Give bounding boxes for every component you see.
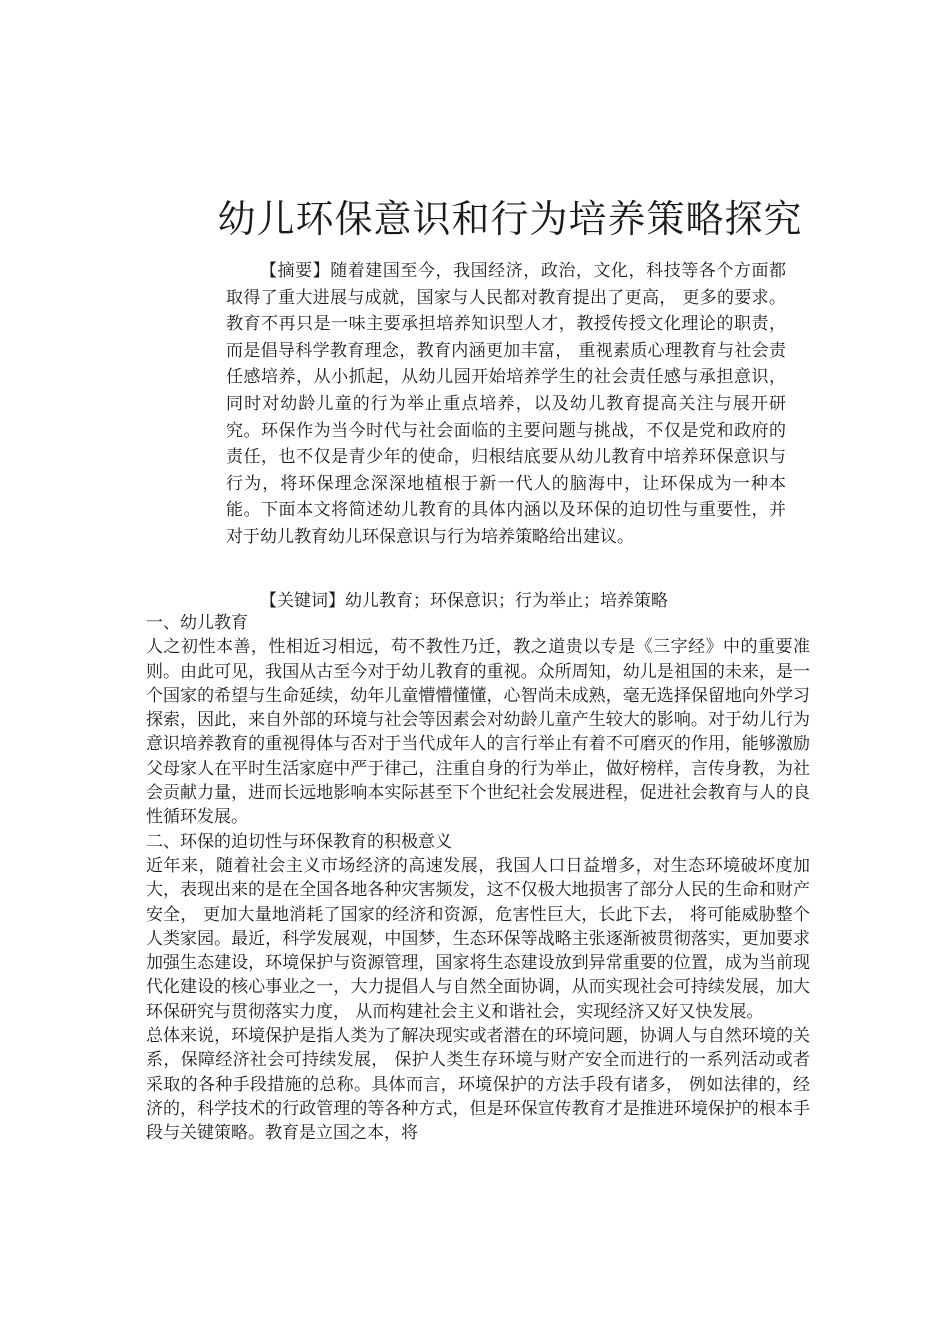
abstract-paragraph: 【摘要】随着建国至今，我国经济，政治，文化，科技等各个方面都取得了重大进展与成就，国家与人民都对教育提出了更高， 更多的要求。教育不再只是一味主要承担培养知识型人才，教授传授文化理论的职责，而是倡导科学教育理念，教育内涵更加丰富， 重视素质心理教育与社会责任感培养，从小抓起，从幼儿园开始培养学生的社会责任感与承担意识，同时对幼龄儿童的行为举止重点培养，以及幼儿教育提高关注与展开研究。环保作为当今时代与社会面临的主要问题与挑战，不仅是党和政府的责任，也不仅是青少年的使命，归根结底要从幼儿教育中培养环保意识与行为，将环保理念深深地植根于新一代人的脑海中，让环保成为一种本能。下面本文将简述幼儿教育的具体内涵以及环保的迫切性与重要性，并对于幼儿教育幼儿环保意识与行为培养策略给出建议。 [226, 261, 786, 547]
keywords-line: 【关键词】幼儿教育；环保意识；行为举止；培养策略 [260, 591, 668, 611]
document-title: 幼儿环保意识和行为培养策略探究 [217, 197, 803, 241]
section2-paragraph-2: 总体来说，环境保护是指人类为了解决现实或者潜在的环境问题，协调人与自然环境的关系，保障经济社会可持续发展， 保护人类生存环境与财产安全而进行的一系列活动或者采取的各种手段措施的总称。具体而言，环境保护的方法手段有诸多， 例如法律的，经济的，科学技术的行政管理的等各种方式，但是环保宣传教育才是推进环境保护的根本手段与关键策略。教育是立国之本，将 [146, 1026, 810, 1144]
section2-paragraph-1: 近年来，随着社会主义市场经济的高速发展，我国人口日益增多，对生态环境破坏度加大，表现出来的是在全国各地各种灾害频发，这不仅极大地损害了部分人民的生命和财产安全， 更加大量地消耗了国家的经济和资源，危害性巨大，长此下去， 将可能威胁整个人类家园。最近，科学发展观，中国梦，生态环保等战略主张逐渐被贯彻落实，更加要求加强生态建设，环境保护与资源管理，国家将生态建设放到异常重要的位置，成为当前现代化建设的核心事业之一，大力提倡人与自然全面协调，从而实现社会可持续发展，加大环保研究与贯彻落实力度， 从而构建社会主义和谐社会，实现经济又好又快发展。 [146, 855, 810, 1022]
section1-heading: 一、幼儿教育 [146, 613, 248, 633]
section1-paragraph: 人之初性本善，性相近习相远，苟不教性乃迁，教之道贵以专是《三字经》中的重要准则。由此可见，我国从古至今对于幼儿教育的重视。众所周知，幼儿是祖国的未来，是一个国家的希望与生命延续，幼年儿童懵懵懂懂，心智尚未成熟，毫无选择保留地向外学习探索，因此，来自外部的环境与社会等因素会对幼龄儿童产生较大的影响。对于幼儿行为意识培养教育的重视得体与否对于当代成年人的言行举止有着不可磨灭的作用，能够激励父母家人在平时生活家庭中严于律己，注重自身的行为举止，做好榜样，言传身教，为社会贡献力量，进而长远地影响本实际甚至下个世纪社会发展进程，促进社会教育与人的良性循环发展。 [146, 637, 810, 828]
body-content [146, 611, 810, 1146]
section2-heading: 二、环保的迫切性与环保教育的积极意义 [146, 831, 452, 852]
